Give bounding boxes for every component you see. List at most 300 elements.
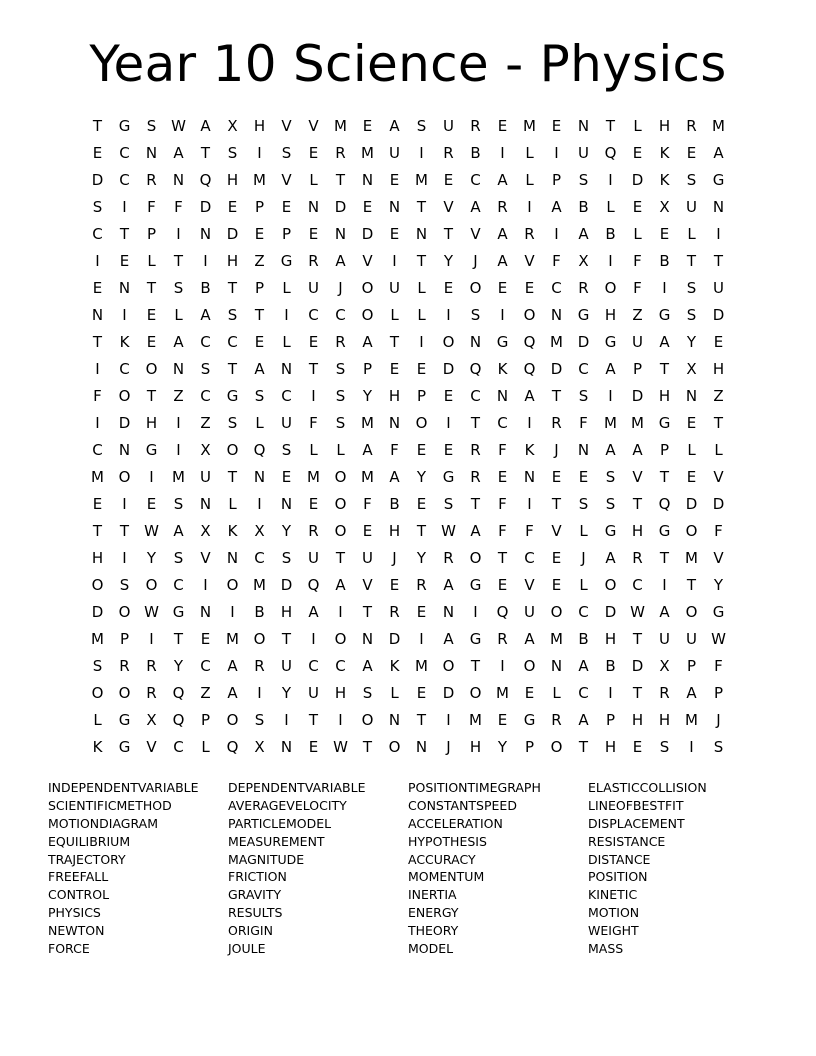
grid-letter: L <box>255 413 264 432</box>
grid-letter: S <box>281 143 292 162</box>
grid-letter: O <box>253 629 266 648</box>
word-list-item: SCIENTIFICMETHOD <box>48 797 172 813</box>
grid-letter: S <box>335 413 346 432</box>
word-list-item: MOMENTUM <box>408 869 485 885</box>
grid-letter: Q <box>604 143 617 162</box>
grid-letter: S <box>92 197 103 216</box>
grid-letter: E <box>443 440 454 459</box>
grid-letter: Y <box>416 548 427 567</box>
grid-letter: S <box>200 359 211 378</box>
grid-letter: O <box>604 575 617 594</box>
grid-letter: T <box>227 278 238 297</box>
grid-letter: T <box>605 116 616 135</box>
grid-letter: R <box>524 224 535 243</box>
grid-letter: E <box>713 332 724 351</box>
grid-letter: I <box>392 251 397 270</box>
word-list-item: MASS <box>588 941 624 957</box>
grid-letter: L <box>174 305 183 324</box>
grid-letter: E <box>362 116 373 135</box>
grid-letter: T <box>416 710 427 729</box>
grid-letter: Y <box>713 575 724 594</box>
grid-letter: U <box>389 278 400 297</box>
grid-letter: U <box>389 143 400 162</box>
grid-letter: R <box>146 683 157 702</box>
grid-letter: E <box>308 224 319 243</box>
grid-letter: N <box>226 548 239 567</box>
grid-letter: T <box>686 575 697 594</box>
grid-letter: A <box>713 143 724 162</box>
word-list-item: THEORY <box>408 923 459 939</box>
grid-letter: C <box>470 170 481 189</box>
grid-letter: A <box>173 143 184 162</box>
grid-letter: D <box>91 602 104 621</box>
grid-letter: J <box>338 278 343 297</box>
grid-letter: E <box>281 197 292 216</box>
grid-letter: T <box>173 251 184 270</box>
grid-letter: T <box>92 116 103 135</box>
grid-letter: I <box>176 224 181 243</box>
grid-letter: R <box>632 548 643 567</box>
grid-letter: I <box>608 170 613 189</box>
grid-letter: E <box>497 710 508 729</box>
grid-letter: M <box>307 467 320 486</box>
grid-letter: G <box>226 386 239 405</box>
grid-letter: D <box>685 494 698 513</box>
grid-letter: N <box>388 197 401 216</box>
grid-letter: G <box>577 305 590 324</box>
grid-letter: B <box>389 494 400 513</box>
grid-letter: S <box>173 494 184 513</box>
grid-letter: J <box>581 548 586 567</box>
grid-letter: S <box>281 440 292 459</box>
grid-letter: I <box>311 386 316 405</box>
grid-letter: E <box>308 143 319 162</box>
grid-letter: V <box>713 467 724 486</box>
grid-letter: T <box>659 359 670 378</box>
word-list-item: CONSTANTSPEED <box>408 797 517 813</box>
grid-letter: F <box>93 386 102 405</box>
grid-letter: C <box>632 575 643 594</box>
grid-letter: F <box>309 413 318 432</box>
grid-letter: Q <box>307 575 320 594</box>
grid-letter: C <box>92 224 103 243</box>
grid-letter: N <box>199 494 212 513</box>
grid-letter: N <box>172 359 185 378</box>
grid-letter: U <box>362 548 373 567</box>
grid-letter: H <box>604 629 617 648</box>
grid-letter: I <box>446 710 451 729</box>
grid-letter: L <box>687 224 696 243</box>
grid-letter: V <box>713 548 724 567</box>
grid-letter: L <box>606 197 615 216</box>
grid-letter: N <box>523 467 536 486</box>
grid-letter: W <box>144 602 159 621</box>
grid-letter: S <box>92 656 103 675</box>
grid-letter: I <box>338 710 343 729</box>
grid-letter: E <box>686 467 697 486</box>
grid-letter: F <box>633 278 642 297</box>
grid-letter: G <box>280 251 293 270</box>
grid-letter: S <box>578 170 589 189</box>
grid-letter: R <box>497 629 508 648</box>
grid-letter: E <box>200 629 211 648</box>
grid-letter: Y <box>686 332 697 351</box>
grid-letter: E <box>362 197 373 216</box>
grid-letter: T <box>335 548 346 567</box>
grid-letter: I <box>122 548 127 567</box>
grid-letter: V <box>362 575 373 594</box>
grid-letter: N <box>388 710 401 729</box>
grid-letter: E <box>551 116 562 135</box>
grid-letter: S <box>686 170 697 189</box>
grid-letter: Z <box>200 413 211 432</box>
grid-letter: S <box>470 305 481 324</box>
grid-letter: T <box>497 548 508 567</box>
grid-letter: T <box>470 494 481 513</box>
grid-letter: T <box>92 332 103 351</box>
grid-letter: R <box>146 656 157 675</box>
grid-letter: A <box>389 116 400 135</box>
grid-letter: R <box>497 197 508 216</box>
grid-letter: D <box>118 413 131 432</box>
grid-letter: C <box>578 602 589 621</box>
grid-letter: W <box>144 521 159 540</box>
grid-letter: D <box>280 575 293 594</box>
grid-letter: U <box>281 413 292 432</box>
grid-letter: X <box>659 656 670 675</box>
grid-letter: N <box>577 440 590 459</box>
page-title: Year 10 Science - Physics <box>89 35 727 93</box>
grid-letter: C <box>551 278 562 297</box>
grid-letter: L <box>147 251 156 270</box>
grid-letter: A <box>551 197 562 216</box>
grid-letter: H <box>253 116 266 135</box>
grid-letter: E <box>281 467 292 486</box>
grid-letter: I <box>203 575 208 594</box>
grid-letter: D <box>442 683 455 702</box>
grid-letter: E <box>146 332 157 351</box>
grid-letter: L <box>525 143 534 162</box>
grid-letter: B <box>200 278 211 297</box>
grid-letter: A <box>443 575 454 594</box>
grid-letter: T <box>308 359 319 378</box>
grid-letter: E <box>632 197 643 216</box>
grid-letter: Q <box>496 602 509 621</box>
grid-letter: E <box>227 197 238 216</box>
grid-letter: R <box>578 278 589 297</box>
grid-letter: E <box>416 440 427 459</box>
grid-letter: L <box>309 440 318 459</box>
grid-letter: D <box>388 629 401 648</box>
grid-letter: N <box>307 197 320 216</box>
grid-letter: A <box>362 656 373 675</box>
grid-letter: U <box>686 629 697 648</box>
word-list-item: TRAJECTORY <box>48 851 126 867</box>
grid-letter: M <box>172 467 185 486</box>
grid-letter: I <box>230 602 235 621</box>
grid-letter: K <box>389 656 400 675</box>
grid-letter: S <box>686 305 697 324</box>
grid-letter: T <box>362 602 373 621</box>
grid-letter: U <box>632 332 643 351</box>
grid-letter: Q <box>199 170 212 189</box>
grid-letter: H <box>91 548 104 567</box>
grid-letter: A <box>227 656 238 675</box>
grid-letter: R <box>146 170 157 189</box>
grid-letter: T <box>659 548 670 567</box>
grid-letter: A <box>605 359 616 378</box>
grid-letter: I <box>446 305 451 324</box>
grid-letter: O <box>145 359 158 378</box>
grid-letter: C <box>497 413 508 432</box>
word-list-item: GRAVITY <box>228 887 282 903</box>
grid-letter: Q <box>523 332 536 351</box>
grid-letter: N <box>118 440 131 459</box>
grid-letter: T <box>146 278 157 297</box>
grid-letter: L <box>282 278 291 297</box>
grid-letter: E <box>551 467 562 486</box>
grid-letter: Y <box>443 251 454 270</box>
grid-letter: V <box>470 224 481 243</box>
grid-letter: X <box>659 197 670 216</box>
grid-letter: E <box>389 170 400 189</box>
grid-letter: L <box>579 575 588 594</box>
grid-letter: P <box>524 737 535 756</box>
grid-letter: E <box>254 332 265 351</box>
word-list-item: DISTANCE <box>588 851 651 867</box>
grid-letter: R <box>416 575 427 594</box>
grid-letter: A <box>173 521 184 540</box>
grid-letter: H <box>388 386 401 405</box>
grid-letter: A <box>497 170 508 189</box>
grid-letter: C <box>308 305 319 324</box>
grid-letter: K <box>227 521 238 540</box>
grid-letter: U <box>659 629 670 648</box>
grid-letter: D <box>577 332 590 351</box>
grid-letter: E <box>551 548 562 567</box>
grid-letter: J <box>554 440 559 459</box>
word-list-item: MEASUREMENT <box>228 833 325 849</box>
grid-letter: H <box>334 683 347 702</box>
grid-letter: K <box>92 737 103 756</box>
grid-letter: V <box>524 251 535 270</box>
grid-letter: S <box>227 305 238 324</box>
grid-letter: Z <box>713 386 724 405</box>
grid-letter: O <box>523 656 536 675</box>
grid-letter: I <box>527 413 532 432</box>
grid-letter: T <box>578 737 589 756</box>
grid-letter: E <box>389 575 400 594</box>
grid-letter: T <box>632 683 643 702</box>
grid-letter: T <box>308 710 319 729</box>
word-list-item: WEIGHT <box>588 923 639 939</box>
grid-letter: E <box>551 575 562 594</box>
grid-letter: C <box>119 170 130 189</box>
grid-letter: D <box>334 197 347 216</box>
grid-letter: O <box>334 521 347 540</box>
grid-letter: A <box>227 683 238 702</box>
grid-letter: I <box>257 143 262 162</box>
grid-letter: C <box>524 548 535 567</box>
grid-letter: B <box>659 251 670 270</box>
grid-letter: E <box>578 467 589 486</box>
grid-letter: H <box>226 251 239 270</box>
word-list-item: RESISTANCE <box>588 833 666 849</box>
grid-letter: A <box>362 440 373 459</box>
grid-letter: S <box>335 386 346 405</box>
grid-letter: H <box>388 521 401 540</box>
grid-letter: G <box>523 710 536 729</box>
grid-letter: G <box>145 440 158 459</box>
word-list-item: KINETIC <box>588 887 638 903</box>
grid-letter: I <box>446 413 451 432</box>
grid-letter: L <box>417 278 426 297</box>
grid-letter: O <box>415 413 428 432</box>
grid-letter: H <box>658 710 671 729</box>
grid-letter: U <box>308 548 319 567</box>
grid-letter: D <box>361 224 374 243</box>
grid-letter: I <box>500 143 505 162</box>
grid-letter: M <box>712 116 725 135</box>
grid-letter: L <box>579 521 588 540</box>
grid-letter: C <box>173 737 184 756</box>
grid-letter: O <box>361 305 374 324</box>
grid-letter: H <box>658 116 671 135</box>
grid-letter: S <box>362 683 373 702</box>
grid-letter: A <box>308 602 319 621</box>
grid-letter: D <box>442 359 455 378</box>
word-list <box>48 779 768 958</box>
grid-letter: N <box>334 224 347 243</box>
grid-letter: K <box>659 170 670 189</box>
grid-letter: M <box>631 413 644 432</box>
grid-letter: H <box>226 170 239 189</box>
grid-letter: C <box>281 386 292 405</box>
grid-letter: A <box>254 359 265 378</box>
grid-letter: O <box>334 467 347 486</box>
grid-letter: G <box>496 332 509 351</box>
grid-letter: T <box>92 521 103 540</box>
grid-letter: V <box>524 575 535 594</box>
grid-letter: I <box>95 251 100 270</box>
grid-letter: E <box>416 602 427 621</box>
grid-letter: I <box>149 629 154 648</box>
grid-letter: I <box>257 683 262 702</box>
grid-letter: C <box>173 575 184 594</box>
grid-letter: X <box>200 521 211 540</box>
grid-letter: F <box>498 440 507 459</box>
grid-letter: F <box>390 440 399 459</box>
grid-letter: N <box>280 737 293 756</box>
grid-letter: W <box>441 521 456 540</box>
grid-letter: O <box>550 737 563 756</box>
grid-letter: E <box>389 224 400 243</box>
grid-letter: R <box>470 440 481 459</box>
word-list-item: ACCURACY <box>408 851 476 867</box>
grid-letter: T <box>632 494 643 513</box>
grid-letter: F <box>363 494 372 513</box>
grid-letter: L <box>390 305 399 324</box>
grid-letter: A <box>578 224 589 243</box>
grid-letter: B <box>578 629 589 648</box>
grid-letter: D <box>712 305 725 324</box>
grid-letter: Q <box>658 494 671 513</box>
grid-letter: U <box>308 683 319 702</box>
grid-letter: C <box>200 332 211 351</box>
grid-letter: T <box>551 494 562 513</box>
grid-letter: E <box>416 359 427 378</box>
grid-letter: N <box>280 359 293 378</box>
grid-letter: M <box>604 413 617 432</box>
grid-letter: D <box>631 656 644 675</box>
grid-letter: M <box>550 629 563 648</box>
grid-letter: L <box>552 683 561 702</box>
grid-letter: O <box>550 602 563 621</box>
grid-letter: B <box>254 602 265 621</box>
grid-letter: I <box>122 197 127 216</box>
grid-letter: A <box>497 224 508 243</box>
grid-letter: Q <box>226 737 239 756</box>
grid-letter: H <box>658 386 671 405</box>
grid-letter: I <box>608 683 613 702</box>
grid-letter: Q <box>172 710 185 729</box>
grid-letter: T <box>470 656 481 675</box>
grid-letter: P <box>713 683 724 702</box>
grid-letter: N <box>550 656 563 675</box>
grid-letter: G <box>469 629 482 648</box>
word-list-item: MOTION <box>588 905 640 921</box>
grid-letter: E <box>443 278 454 297</box>
grid-letter: D <box>91 170 104 189</box>
grid-letter: E <box>686 143 697 162</box>
word-list-item: POSITION <box>588 869 648 885</box>
word-search-grid <box>84 112 732 760</box>
grid-letter: O <box>118 386 131 405</box>
grid-letter: T <box>389 332 400 351</box>
grid-letter: O <box>442 656 455 675</box>
grid-letter: I <box>662 278 667 297</box>
grid-letter: P <box>146 224 157 243</box>
grid-letter: E <box>497 575 508 594</box>
grid-letter: S <box>227 143 238 162</box>
grid-letter: S <box>605 467 616 486</box>
grid-letter: I <box>689 737 694 756</box>
grid-letter: I <box>554 224 559 243</box>
grid-letter: W <box>711 629 726 648</box>
grid-letter: L <box>714 440 723 459</box>
grid-letter: Q <box>469 359 482 378</box>
word-list-item: DEPENDENTVARIABLE <box>228 780 366 795</box>
grid-letter: R <box>308 521 319 540</box>
grid-letter: X <box>578 251 589 270</box>
word-list-item: RESULTS <box>228 905 283 921</box>
grid-letter: O <box>91 683 104 702</box>
grid-letter: S <box>578 494 589 513</box>
grid-letter: I <box>527 494 532 513</box>
grid-letter: R <box>470 467 481 486</box>
grid-letter: P <box>686 656 697 675</box>
word-list-item: ACCELERATION <box>408 815 503 831</box>
grid-letter: M <box>91 629 104 648</box>
grid-letter: N <box>685 386 698 405</box>
grid-letter: S <box>335 359 346 378</box>
grid-letter: N <box>172 170 185 189</box>
grid-letter: H <box>631 521 644 540</box>
grid-letter: G <box>658 413 671 432</box>
grid-letter: O <box>118 467 131 486</box>
grid-letter: E <box>632 143 643 162</box>
grid-letter: S <box>254 386 265 405</box>
